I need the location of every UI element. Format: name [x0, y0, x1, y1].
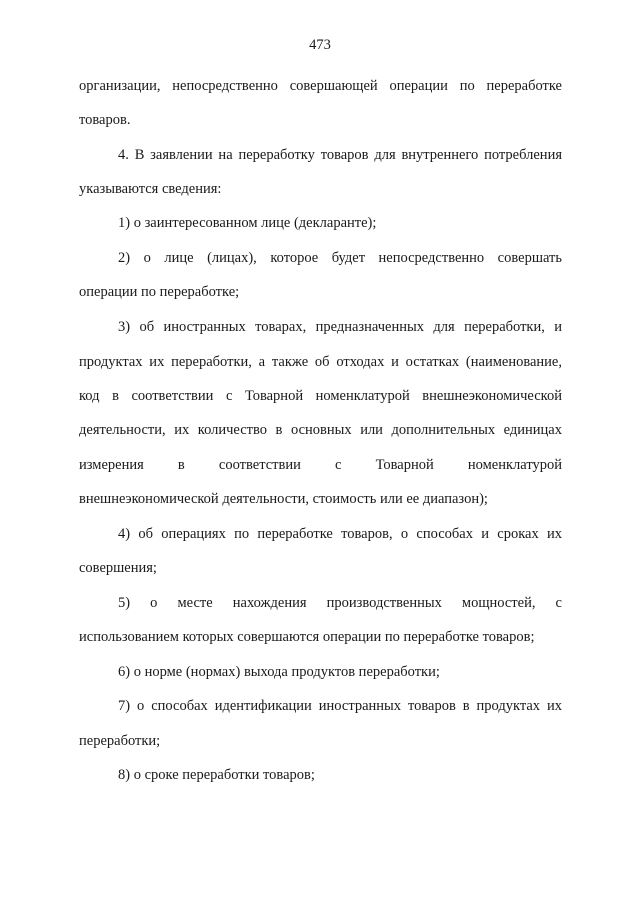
text-line: указываются сведения:	[79, 181, 222, 197]
text-line: внешнеэкономической деятельности, стоимость или ее диапазон);	[79, 491, 488, 507]
list-item: 5) о месте нахождения производственных мощностей, с	[118, 595, 562, 611]
list-item: 8) о сроке переработки товаров;	[118, 767, 315, 783]
list-item: 2) о лице (лицах), которое будет непосредственно совершать	[118, 250, 562, 266]
list-item: 6) о норме (нормах) выхода продуктов переработки;	[118, 664, 440, 680]
text-line: измерения в соответствии с Товарной номенклатурой	[79, 457, 562, 473]
text-line: 4. В заявлении на переработку товаров для внутреннего потребления	[118, 147, 562, 163]
list-item: 1) о заинтересованном лице (декларанте);	[118, 215, 377, 231]
page-number: 473	[309, 37, 331, 53]
text-line: совершения;	[79, 560, 157, 576]
text-line: товаров.	[79, 112, 131, 128]
text-line: использованием которых совершаются операции по переработке товаров;	[79, 629, 535, 645]
list-item: 7) о способах идентификации иностранных товаров в продуктах их	[118, 698, 562, 714]
list-item: 4) об операциях по переработке товаров, о способах и сроках их	[118, 526, 562, 542]
list-item: 3) об иностранных товарах, предназначенных для переработки, и	[118, 319, 562, 335]
text-line: переработки;	[79, 733, 161, 749]
text-line: код в соответствии с Товарной номенклатурой внешнеэкономической	[79, 388, 562, 404]
text-line: операции по переработке;	[79, 284, 240, 300]
text-line: продуктах их переработки, а также об отходах и остатках (наименование,	[79, 354, 562, 370]
text-line: деятельности, их количество в основных или дополнительных единицах	[79, 422, 562, 438]
text-line: организации, непосредственно совершающей операции по переработке	[79, 78, 562, 94]
